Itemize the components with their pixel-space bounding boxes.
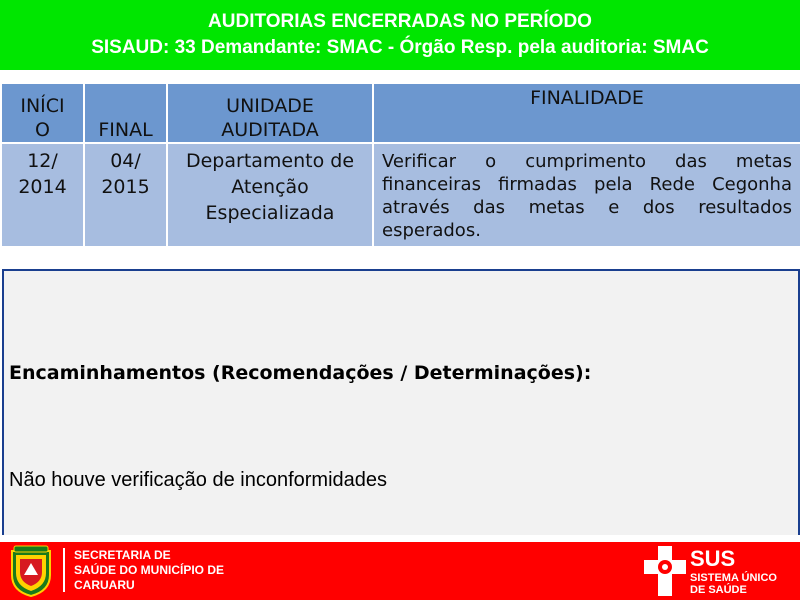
secretaria-label: SECRETARIA DE SAÚDE DO MUNICÍPIO DE CARUARU [74,548,225,592]
encaminhamentos-panel [2,269,800,535]
footer-divider [63,548,65,592]
cell-inicio: 12/ 2014 [1,143,84,247]
col-header-unidade: UNIDADE AUDITADA [167,83,373,143]
col-header-inicio: INÍCI O [1,83,84,143]
cell-final: 04/ 2015 [84,143,167,247]
header-subtitle: SISAUD: 33 Demandante: SMAC - Órgão Resp. pela auditoria: SMAC [91,37,709,58]
sus-wordmark: SUS [690,546,736,571]
encaminhamentos-text: Não houve verificação de inconformidades [9,469,387,491]
col-header-finalidade: FINALIDADE [373,83,800,143]
audit-table [0,82,800,248]
sus-cross-logo-icon [642,544,688,598]
slide-header [0,0,800,70]
sus-subtitle: SISTEMA ÚNICO DE SAÚDE [690,572,777,596]
col-header-final: FINAL [84,83,167,143]
cell-unidade: Departamento de Atenção Especializada [167,143,373,247]
cell-finalidade: Verificar o cumprimento das metas financeiras firmadas pela Rede Cegonha através das metas e dos resultados esperados. [373,143,800,247]
footer-bar [0,542,800,600]
header-title: AUDITORIAS ENCERRADAS NO PERÍODO [208,11,592,32]
table-header-row [1,83,800,143]
encaminhamentos-title: Encaminhamentos (Recomendações / Determinações): [9,362,592,384]
caruaru-crest-icon [8,545,54,597]
table-row [1,143,800,247]
